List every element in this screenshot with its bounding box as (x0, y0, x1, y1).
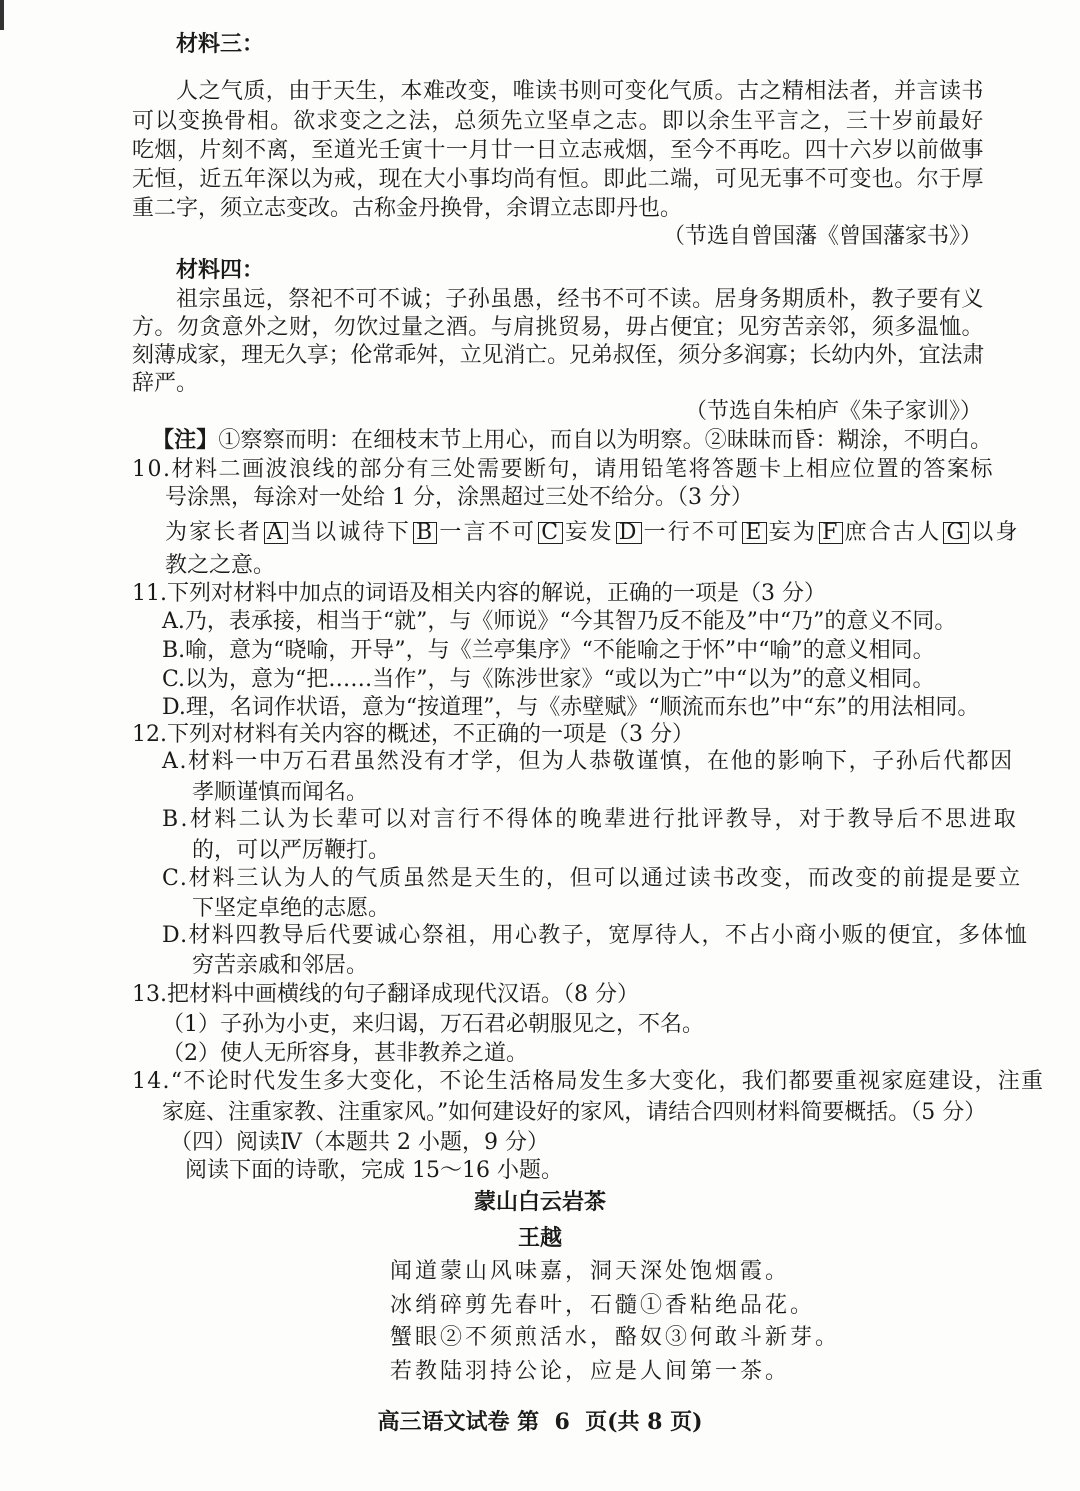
sentence-part: 当以诚待下 (289, 520, 412, 545)
question-10-stem: 10.材料二画波浪线的部分有三处需要断句，请用铅笔将答题卡上相应位置的答案标 (132, 457, 994, 482)
material-4-heading: 材料四： (176, 257, 265, 283)
poem-author: 王越 (517, 1225, 562, 1251)
material-4-source: （节选自朱柏庐《朱子家训》） (684, 399, 982, 424)
answer-box-b[interactable]: B (413, 522, 437, 544)
question-12-stem: 12.下列对材料有关内容的概述，不正确的一项是（3 分） (132, 722, 694, 747)
poem-title: 蒙山白云岩茶 (473, 1189, 606, 1215)
question-12-option-a-cont: 孝顺谨慎而闻名。 (192, 780, 369, 805)
question-12-option-d: D.材料四教导后代要诚心祭祖，用心教子，宽厚待人，不占小商小贩的便宜，多体恤 (162, 923, 1029, 948)
material-3-line: 无恒，近五年深以为戒，现在大小事均尚有恒。即此二端，可见无事不可变也。尔于厚 (132, 167, 984, 192)
answer-box-a[interactable]: A (264, 522, 288, 544)
answer-box-c[interactable]: C (538, 522, 563, 544)
material-3-line: 人之气质，由于天生，本难改变，唯读书则可变化气质。古之精相法者，并言读书 (176, 79, 984, 104)
question-12-option-c: C.材料三认为人的气质虽然是天生的，但可以通过读书改变，而改变的前提是要立 (162, 866, 1023, 891)
question-12-option-b-cont: 的，可以严厉鞭打。 (192, 838, 391, 863)
section-4-heading: （四）阅读Ⅳ（本题共 2 小题，9 分） (170, 1130, 549, 1155)
sentence-part: 妄为 (768, 520, 818, 545)
material-3-source: （节选自曾国藩《曾国藩家书》） (662, 224, 982, 249)
note-label: 【注】 (152, 427, 219, 453)
question-14-stem: 14.“不论时代发生多大变化，不论生活格局发生多大变化，我们都要重视家庭建设，注重 (132, 1069, 1045, 1094)
material-4-line: 辞严。 (132, 371, 199, 396)
poem-line: 若教陆羽持公论，应是人间第一茶。 (390, 1359, 791, 1384)
question-11-option-b: B.喻，意为“晓喻，开导”，与《兰亭集序》“不能喻之于怀”中“喻”的意义相同。 (162, 638, 935, 663)
question-11-option-a: A.乃，表承接，相当于“就”，与《师说》“今其智乃反不能及”中“乃”的意义不同。 (162, 609, 957, 634)
question-13-item-1: （1）子孙为小吏，来归谒，万石君必朝服见之，不名。 (162, 1012, 704, 1037)
scan-edge-mark (0, 0, 4, 30)
answer-box-d[interactable]: D (616, 522, 642, 544)
poem-line: 闻道蒙山风味嘉，洞天深处饱烟霞。 (390, 1259, 791, 1284)
question-11-stem: 11.下列对材料中加点的词语及相关内容的解说，正确的一项是（3 分） (132, 581, 826, 606)
sentence-part: 庶合古人 (844, 520, 942, 545)
sentence-part: 一言不可 (439, 520, 537, 545)
question-10-stem: 号涂黑，每涂对一处给 1 分，涂黑超过三处不给分。（3 分） (165, 485, 753, 510)
poem-line: 冰绡碎剪先春叶，石髓①香粘绝品花。 (390, 1293, 816, 1318)
material-3-line: 吃烟，片刻不离，至道光壬寅十一月廿一日立志戒烟，至今不再吃。四十六岁以前做事 (132, 138, 984, 163)
material-4-line: 方。勿贪意外之财，勿饮过量之酒。与肩挑贸易，毋占便宜；见穷苦亲邻，须多温恤。 (132, 315, 984, 340)
question-10-sentence (165, 521, 1020, 545)
question-11-option-c: C.以为，意为“把……当作”，与《陈涉世家》“或以为亡”中“以为”的意义相同。 (162, 667, 935, 692)
answer-box-g[interactable]: G (943, 522, 969, 544)
material-3-line: 重二字，须立志变改。古称金丹换骨，余谓立志即丹也。 (132, 196, 683, 221)
question-12-option-a: A.材料一中万石君虽然没有才学，但为人恭敬谨慎，在他的影响下，子孙后代都因 (162, 749, 1014, 774)
note-text: ①察察而明：在细枝末节上用心，而自以为明察。②昧昧而昏：糊涂，不明白。 (218, 428, 993, 453)
question-13-item-2: （2）使人无所容身，甚非教养之道。 (162, 1041, 528, 1066)
note (152, 428, 992, 452)
question-13-stem: 13.把材料中画横线的句子翻译成现代汉语。（8 分） (132, 982, 639, 1007)
question-11-option-d: D.理，名词作状语，意为“按道理”，与《赤壁赋》“顺流而东也”中“东”的用法相同。 (162, 695, 980, 720)
material-3-line: 可以变换骨相。欲求变之之法，总须先立坚卓之志。即以余生平言之，三十岁前最好 (132, 109, 985, 134)
poem-line: 蟹眼②不须煎活水，酪奴③何敢斗新芽。 (390, 1325, 841, 1350)
question-12-option-d-cont: 穷苦亲戚和邻居。 (192, 953, 369, 978)
material-4-line: 祖宗虽远，祭祀不可不诚；子孙虽愚，经书不可不读。居身务期质朴，教子要有义 (176, 287, 984, 312)
material-3-heading: 材料三： (176, 31, 265, 57)
answer-box-e[interactable]: E (742, 522, 766, 544)
material-4-line: 刻薄成家，理无久享；伦常乖舛，立见消亡。兄弟叔侄，须分多润寡；长幼内外，宜法肃 (132, 343, 985, 368)
sentence-part: 为家长者 (165, 520, 262, 545)
section-4-instruction: 阅读下面的诗歌，完成 15～16 小题。 (185, 1158, 563, 1183)
question-12-option-b: B.材料二认为长辈可以对言行不得体的晚辈进行批评教导，对于教导后不思进取 (162, 807, 1019, 832)
page-footer: 高三语文试卷 第 6 页(共 8 页) (377, 1409, 703, 1435)
answer-box-f[interactable]: F (819, 522, 842, 544)
question-10-sentence-tail: 教之之意。 (165, 553, 276, 578)
sentence-part: 妄发 (565, 520, 614, 545)
sentence-part: 一行不可 (643, 520, 741, 545)
question-14-stem: 家庭、注重家教、注重家风。”如何建设好的家风，请结合四则材料简要概括。（5 分） (162, 1100, 987, 1125)
sentence-part: 以身 (971, 520, 1020, 545)
question-12-option-c-cont: 下坚定卓绝的志愿。 (192, 896, 391, 921)
